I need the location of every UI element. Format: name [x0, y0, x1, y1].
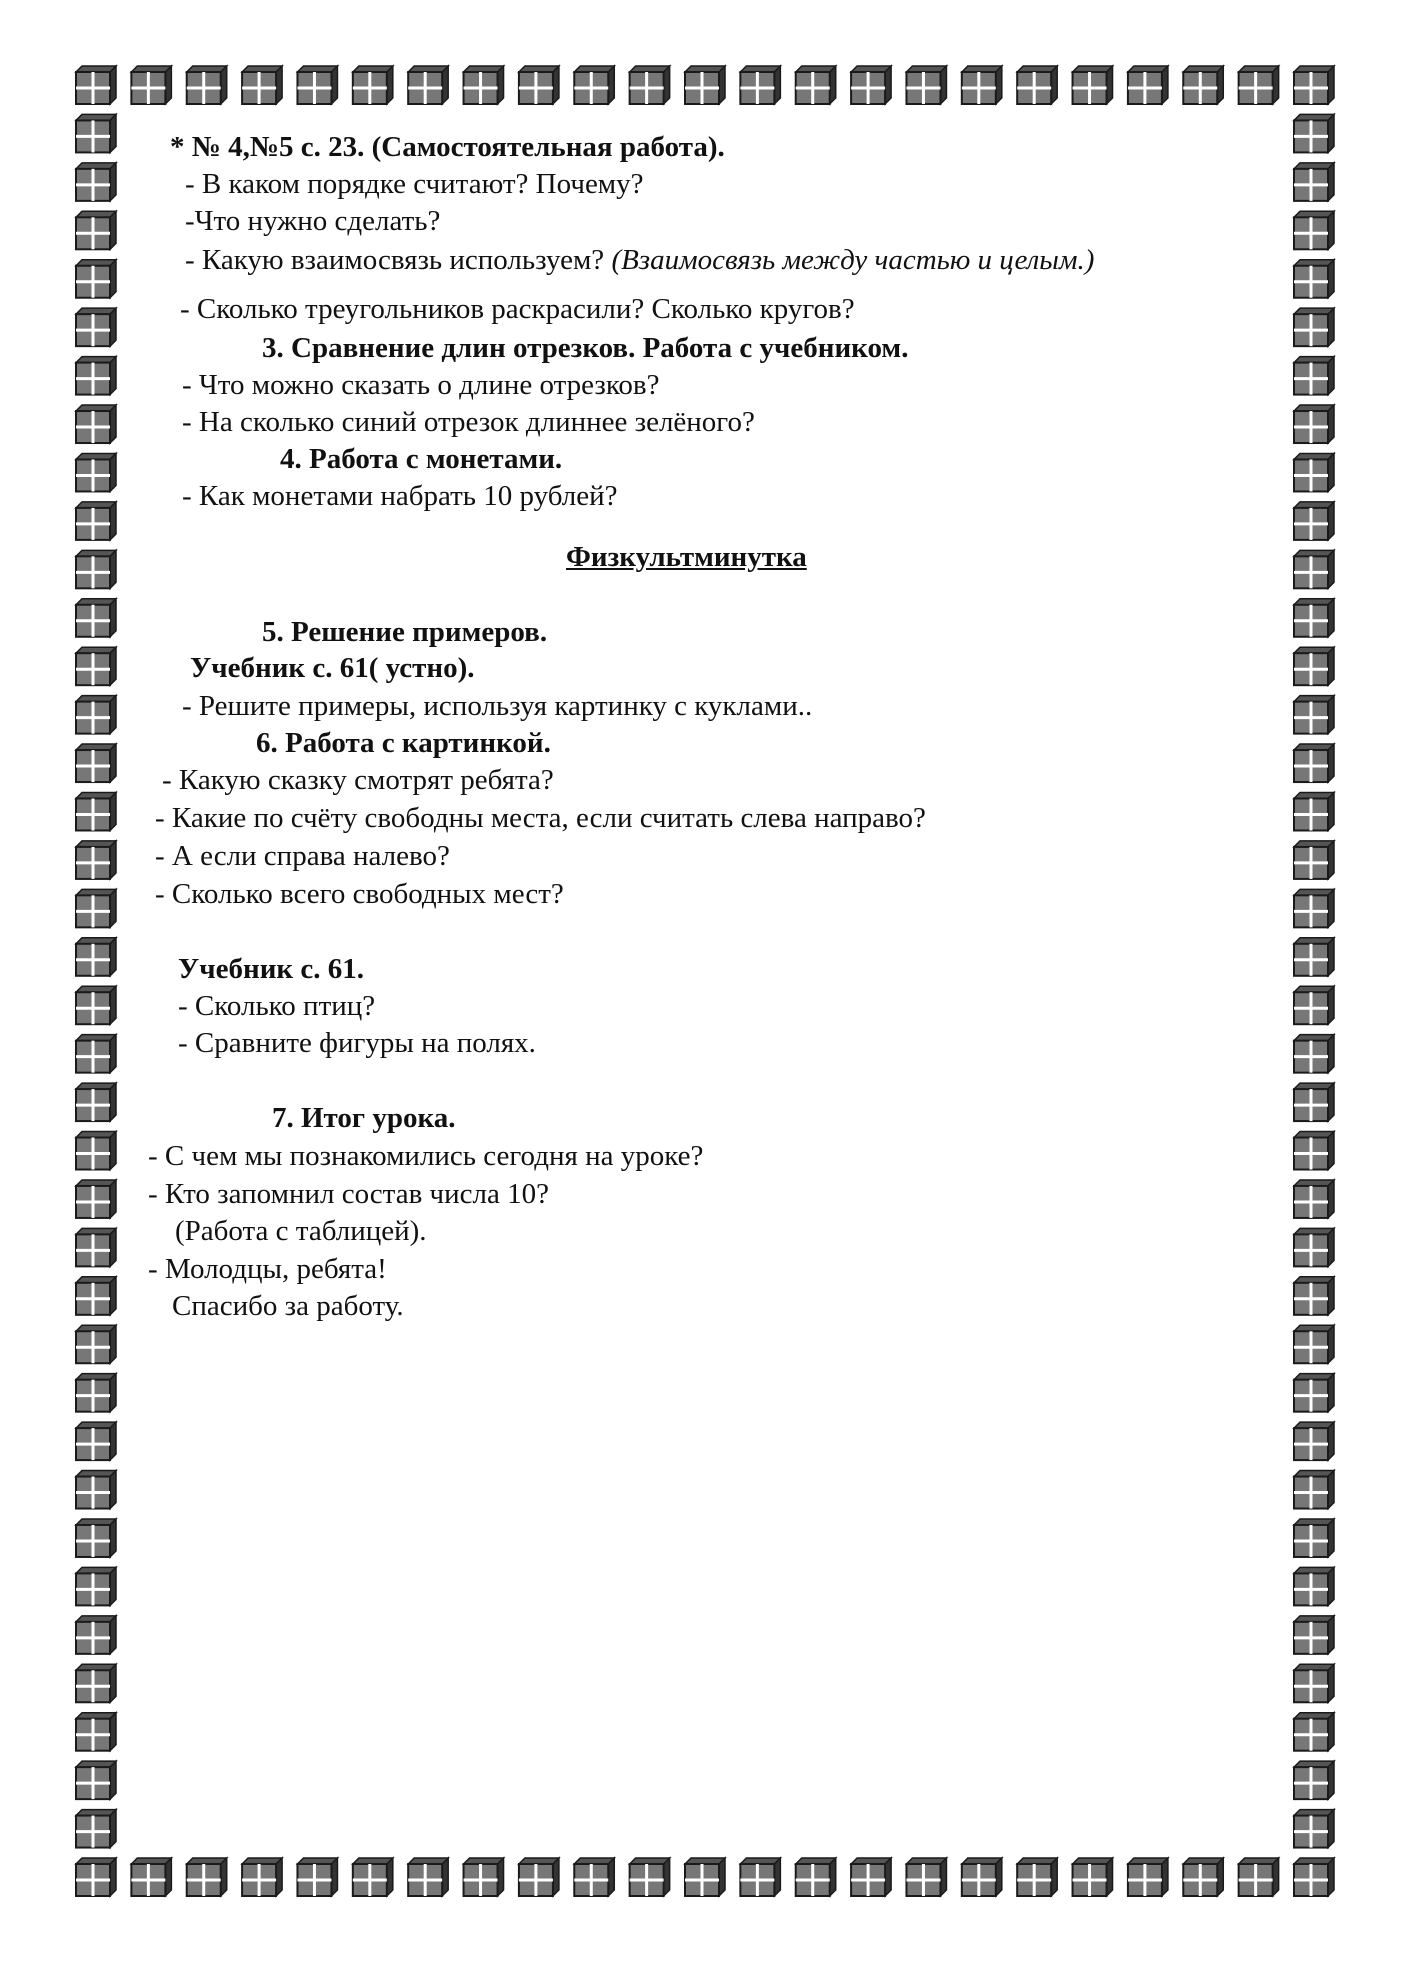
question-line: - Как монетами набрать 10 рублей?: [182, 480, 618, 512]
question-line: - Сколько птиц?: [178, 990, 376, 1022]
italic-note: (Взаимосвязь между частью и целым.): [611, 244, 1095, 276]
section-heading: 7. Итог урока.: [272, 1102, 456, 1134]
question-line: - В каком порядке считают? Почему?: [185, 168, 644, 200]
question-line: - Сколько всего свободных мест?: [155, 878, 564, 910]
section-heading: 5. Решение примеров.: [262, 616, 548, 648]
cropped-line-remnant: [470, 99, 830, 113]
textbook-reference: Учебник с. 61( устно).: [190, 652, 475, 684]
question-line: - Молодцы, ребята!: [148, 1253, 387, 1285]
question-line: -Что нужно сделать?: [185, 205, 441, 237]
section-heading-underlined: Физкультминутка: [566, 541, 807, 573]
section-heading: 3. Сравнение длин отрезков. Работа с учебником.: [262, 332, 909, 364]
question-line: - Сравните фигуры на полях.: [178, 1027, 536, 1059]
question-line: - Сколько треугольников раскрасили? Сколько кругов?: [180, 293, 855, 325]
question-line: - Какую взаимосвязь используем? (Взаимосвязь между частью и целым.): [185, 244, 1095, 276]
note-line: (Работа с таблицей).: [175, 1215, 427, 1247]
question-line: - На сколько синий отрезок длиннее зелёного?: [182, 406, 755, 438]
question-line: - Кто запомнил состав числа 10?: [148, 1178, 549, 1210]
question-line: - Что можно сказать о длине отрезков?: [182, 369, 660, 401]
question-line: - А если справа налево?: [155, 840, 450, 872]
question-line: - Решите примеры, используя картинку с куклами..: [182, 690, 813, 722]
closing-line: Спасибо за работу.: [172, 1290, 404, 1322]
question-line: - Какие по счёту свободны места, если считать слева направо?: [155, 802, 926, 834]
section-heading: 6. Работа с картинкой.: [256, 727, 551, 759]
section-heading: 4. Работа с монетами.: [280, 443, 563, 475]
textbook-reference: Учебник с. 61.: [178, 953, 365, 985]
question-line: - Какую сказку смотрят ребята?: [162, 764, 554, 796]
question-line: - С чем мы познакомились сегодня на уроке?: [148, 1140, 704, 1172]
task-heading: * № 4,№5 с. 23. (Самостоятельная работа).: [170, 131, 725, 163]
